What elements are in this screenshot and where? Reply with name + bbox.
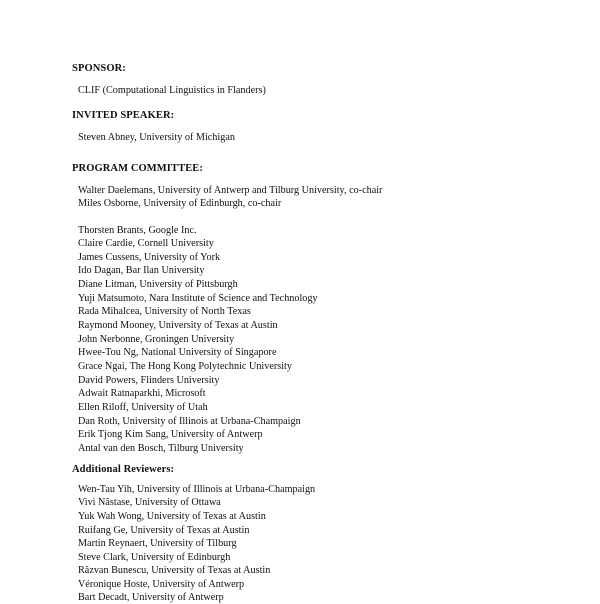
committee-member: Diane Litman, University of Pittsburgh — [78, 279, 238, 290]
additional-reviewers-heading: Additional Reviewers: — [72, 464, 175, 475]
committee-member: Antal van den Bosch, Tilburg University — [78, 443, 244, 454]
committee-member: Ellen Riloff, University of Utah — [78, 402, 208, 413]
sponsor-text: CLIF (Computational Linguistics in Flanders) — [78, 85, 266, 96]
reviewer: Véronique Hoste, University of Antwerp — [78, 579, 245, 590]
reviewer: Wen-Tau Yih, University of Illinois at Urbana-Champaign — [78, 484, 316, 495]
program-committee-heading: PROGRAM COMMITTEE: — [72, 163, 203, 174]
committee-chair: Miles Osborne, University of Edinburgh, co-chair — [78, 198, 282, 209]
committee-member: Erik Tjong Kim Sang, University of Antwerp — [78, 429, 263, 440]
reviewer: Steve Clark, University of Edinburgh — [78, 552, 231, 563]
committee-member: Adwait Ratnaparkhi, Microsoft — [78, 388, 206, 399]
committee-member: David Powers, Flinders University — [78, 375, 220, 386]
reviewer: Vivi Năstase, University of Ottawa — [78, 497, 221, 508]
committee-chair: Walter Daelemans, University of Antwerp and Tilburg University, co-chair — [78, 185, 383, 196]
committee-member: John Nerbonne, Groningen University — [78, 334, 235, 345]
committee-member: Rada Mihalcea, University of North Texas — [78, 306, 251, 317]
reviewer: Bart Decadt, University of Antwerp — [78, 592, 224, 603]
reviewer: Martin Reynaert, University of Tilburg — [78, 538, 237, 549]
committee-member: Claire Cardie, Cornell University — [78, 238, 214, 249]
invited-speaker-heading: INVITED SPEAKER: — [72, 110, 175, 121]
invited-speaker-text: Steven Abney, University of Michigan — [78, 132, 235, 143]
committee-member: Ido Dagan, Bar Ilan University — [78, 265, 205, 276]
committee-member: Yuji Matsumoto, Nara Institute of Science and Technology — [78, 293, 318, 304]
committee-member: Grace Ngai, The Hong Kong Polytechnic University — [78, 361, 292, 372]
reviewer: Răzvan Bunescu, University of Texas at Austin — [78, 565, 271, 576]
committee-member: James Cussens, University of York — [78, 252, 221, 263]
committee-member: Thorsten Brants, Google Inc. — [78, 225, 197, 236]
reviewer: Yuk Wah Wong, University of Texas at Austin — [78, 511, 266, 522]
sponsor-heading: SPONSOR: — [72, 63, 126, 74]
reviewer: Ruifang Ge, University of Texas at Austin — [78, 525, 250, 536]
committee-member: Hwee-Tou Ng, National University of Singapore — [78, 347, 277, 358]
committee-member: Dan Roth, University of Illinois at Urbana-Champaign — [78, 416, 301, 427]
committee-member: Raymond Mooney, University of Texas at Austin — [78, 320, 278, 331]
